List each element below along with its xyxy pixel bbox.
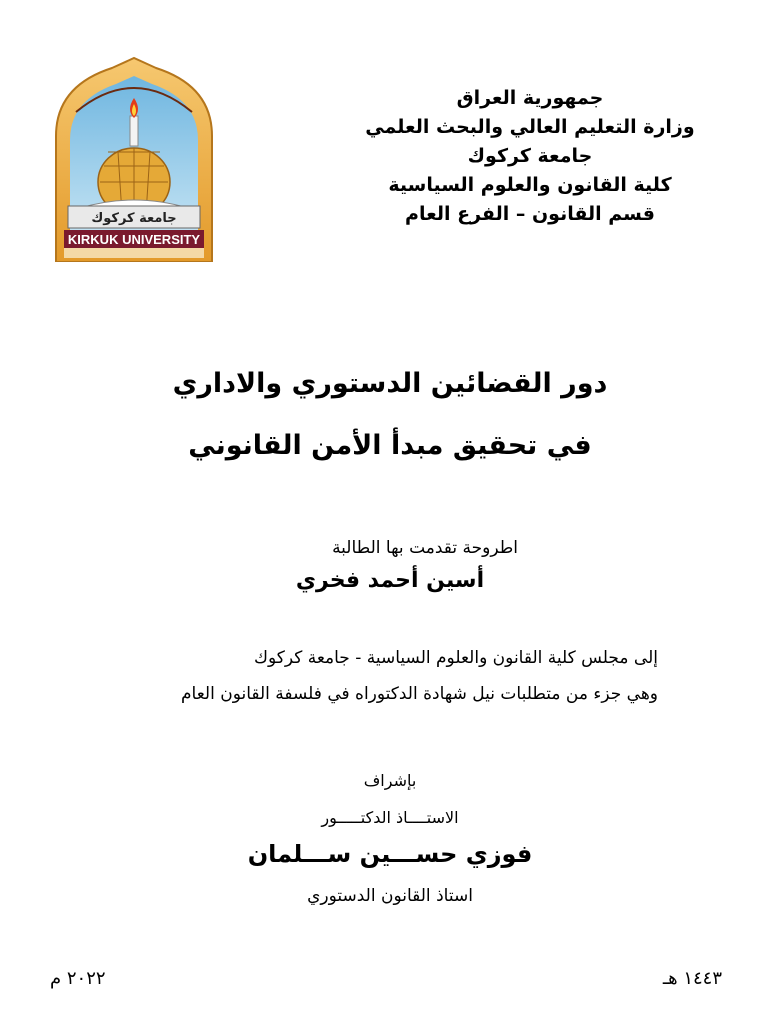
supervisor-title: استاذ القانون الدستوري [307,886,473,906]
purpose-line-2: وهي جزء من متطلبات نيل شهادة الدكتوراه في فلسفة القانون العام [181,684,658,704]
logo-arabic-name: جامعة كركوك [91,211,177,226]
thesis-title-line-1: دور القضائين الدستوري والاداري [172,368,608,399]
header-college: كلية القانون والعلوم السياسية [388,174,672,196]
header-ministry: وزارة التعليم العالي والبحث العلمي [365,116,695,138]
hijri-year: ١٤٤٣ هـ [662,968,722,989]
gregorian-year: ٢٠٢٢ م [50,968,106,989]
submission-label: اطروحة تقدمت بها الطالبة [332,538,518,558]
kirkuk-university-logo [52,56,216,262]
supervisor-rank: الاستــــاذ الدكتـــــور [321,808,459,827]
header-country: جمهورية العراق [456,87,604,109]
header-university: جامعة كركوك [467,145,593,167]
supervision-label: بإشراف [363,771,417,790]
supervisor-name: فوزي حســـين ســـلمان [247,840,533,868]
header-department: قسم القانون – الفرع العام [405,203,655,225]
purpose-line-1: إلى مجلس كلية القانون والعلوم السياسية - جامعة كركوك [253,648,658,668]
thesis-title-line-2: في تحقيق مبدأ الأمن القانوني [188,430,592,461]
logo-english-name: KIRKUK UNIVERSITY [67,232,201,247]
student-name: أسين أحمد فخري [295,568,485,593]
institution-header [340,84,720,229]
